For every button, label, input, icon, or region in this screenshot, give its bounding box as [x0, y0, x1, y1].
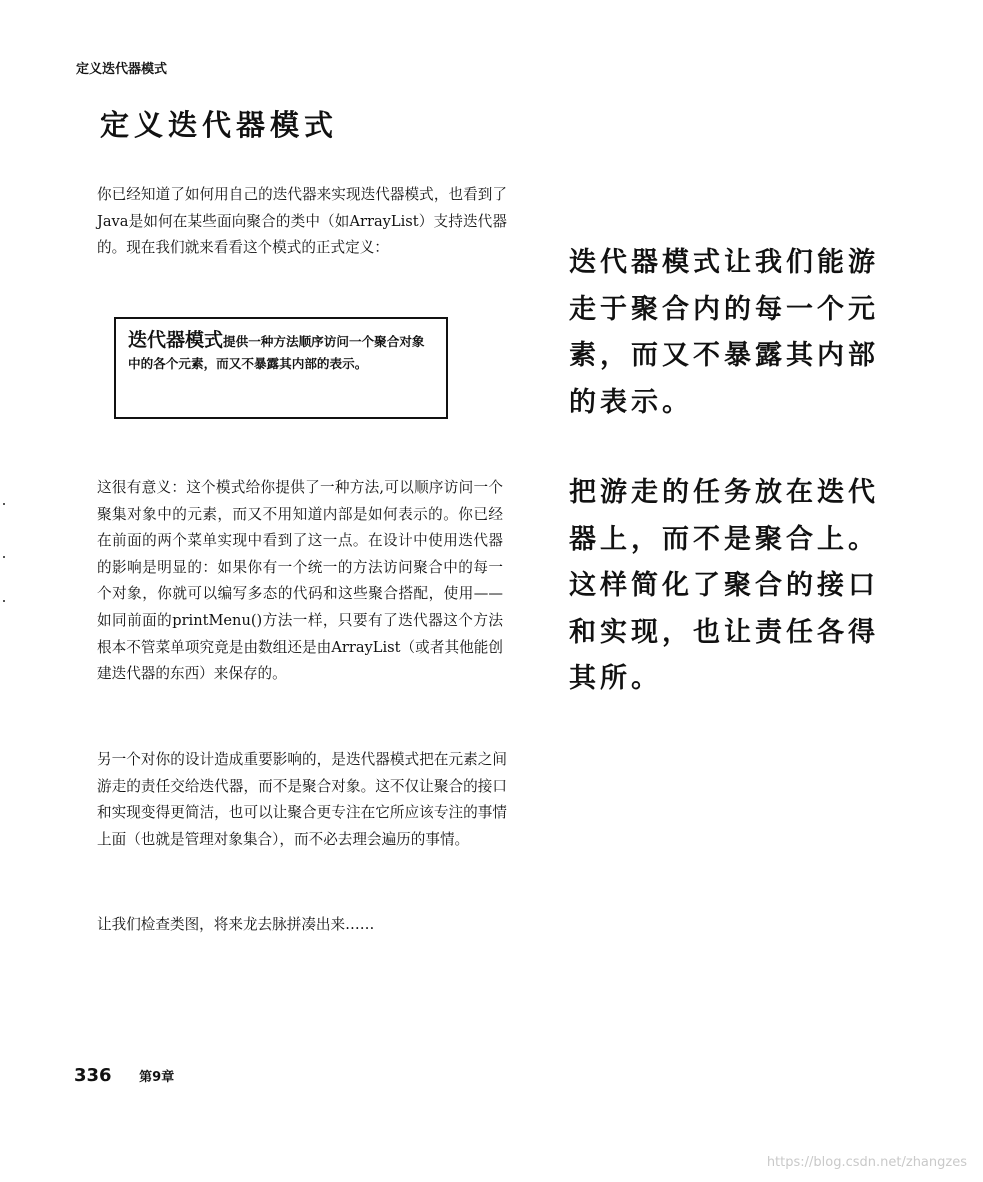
class-diagram-lead-in: 让我们检查类图，将来龙去脉拼凑出来……	[97, 916, 375, 933]
design-impact-paragraph: 另一个对你的设计造成重要影响的，是迭代器模式把在元素之间游走的责任交给迭代器，而不是聚合对象。这不仅让聚合的接口和实现变得更简洁，也可以让聚合更专注在它所应该专注的事情上面（也就是管理对象集合），而不必去理会遍历的事情。	[97, 751, 507, 848]
margin-note-responsibility: 把游走的任务放在迭代器上，而不是聚合上。这样简化了聚合的接口和实现，也让责任各得其所。	[569, 477, 879, 695]
scan-margin-mark	[3, 503, 5, 505]
scan-margin-mark	[3, 556, 5, 558]
running-header: 定义迭代器模式	[76, 62, 168, 77]
watermark: https://blog.csdn.net/zhangzes	[766, 1155, 967, 1170]
definition-box	[114, 317, 448, 419]
page-number: 336	[74, 1065, 112, 1086]
intro-paragraph: 你已经知道了如何用自己的迭代器来实现迭代器模式，也看到了Java是如何在某些面向聚合的类中（如ArrayList）支持迭代器的。现在我们就来看看这个模式的正式定义：	[97, 186, 507, 257]
definition-term: 迭代器模式	[128, 329, 224, 351]
page-footer	[74, 1065, 174, 1086]
page-title: 定义迭代器模式	[100, 108, 339, 142]
chapter-label: 第9章	[139, 1070, 175, 1085]
margin-note-definition: 迭代器模式让我们能游走于聚合内的每一个元素，而又不暴露其内部的表示。	[569, 247, 879, 418]
meaning-paragraph: 这很有意义：这个模式给你提供了一种方法,可以顺序访问一个聚集对象中的元素，而又不用知道内部是如何表示的。你已经在前面的两个菜单实现中看到了这一点。在设计中使用迭代器的影响是明显的：如果你有一个统一的方法访问聚合中的每一个对象，你就可以编写多态的代码和这些聚合搭配，使用——如同前面的printMenu()方法一样，只要有了迭代器这个方法根本不管菜单项究竟是由数组还是由ArrayList（或者其他能创建迭代器的东西）来保存的。	[97, 479, 503, 683]
definition-text: 提供一种方法顺序访问一个聚合对象中的各个元素，而又不暴露其内部的表示。	[128, 334, 425, 371]
scan-margin-mark	[3, 600, 5, 602]
